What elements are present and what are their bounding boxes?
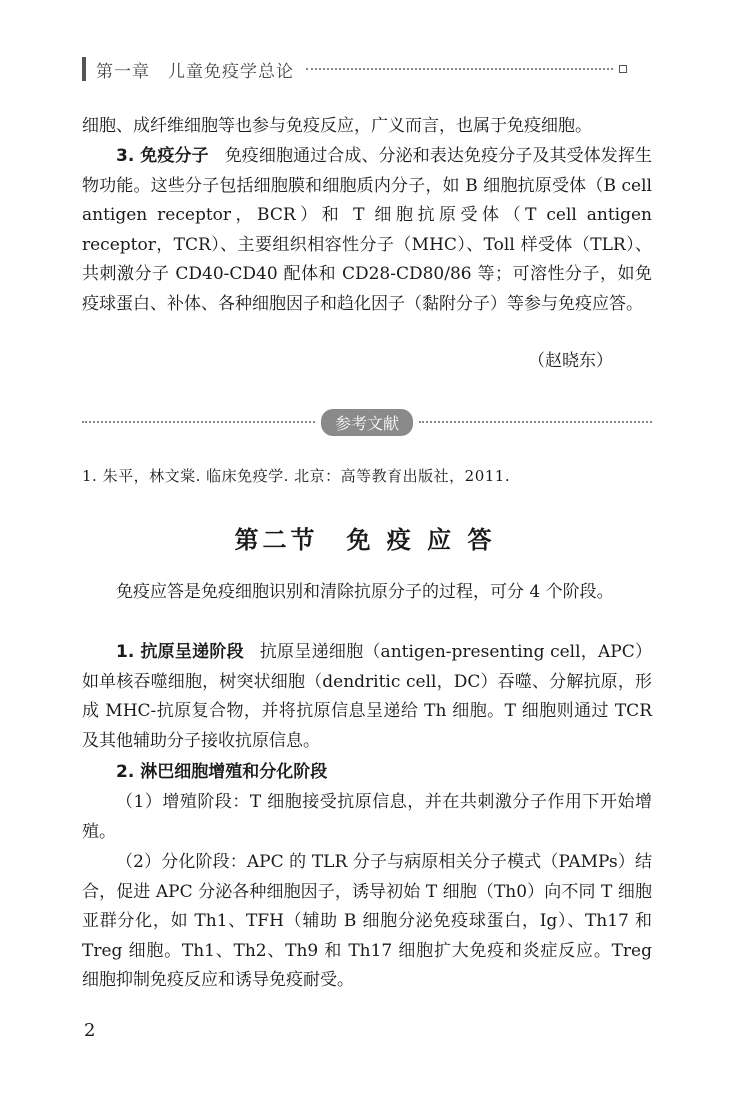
paragraph-stage1 — [82, 638, 652, 756]
stage1-heading: 1. 抗原呈递阶段 — [116, 642, 244, 662]
references-divider — [82, 410, 652, 434]
running-header — [82, 54, 627, 84]
paragraph-stage2-sub2: （2）分化阶段：APC 的 TLR 分子与病原相关分子模式（PAMPs）结合，促进 APC 分泌各种细胞因子，诱导初始 T 细胞（Th0）向不同 T 细胞亚群分化，如 Th1、TFH（辅助 B 细胞分泌免疫球蛋白，Ig）、Th17 和 Treg 细胞。Th1、Th2、Th9 和 Th17 细胞扩大免疫和炎症反应。Treg 细胞抑制免疫反应和诱导免疫耐受。 — [82, 852, 652, 990]
ref-dotted-right — [419, 421, 652, 423]
author-signature: （赵晓东） — [528, 351, 613, 371]
paragraph-continuation: 细胞、成纤维细胞等也参与免疫反应，广义而言，也属于免疫细胞。 — [82, 116, 592, 136]
header-dotted-rule — [306, 68, 613, 70]
stage2-heading: 2. 淋巴细胞增殖和分化阶段 — [116, 762, 328, 782]
paragraph-intro: 免疫应答是免疫细胞识别和清除抗原分子的过程，可分 4 个阶段。 — [116, 582, 614, 602]
header-bar — [82, 57, 86, 81]
item3-heading: 3. 免疫分子 — [116, 146, 209, 166]
paragraph-stage2-sub1: （1）增殖阶段：T 细胞接受抗原信息，并在共刺激分子作用下开始增殖。 — [82, 792, 652, 842]
item3-text: 免疫细胞通过合成、分泌和表达免疫分子及其受体发挥生物功能。这些分子包括细胞膜和细胞质内分子，如 B 细胞抗原受体（B cell antigen receptor，BCR）和 T 细胞抗原受体（T cell antigen receptor，TCR）、主要组织相容性分子（MHC）、Toll 样受体（TLR）、共刺激分子 CD40-CD40 配体和 CD28-CD80/86 等；可溶性分子，如免疫球蛋白、补体、各种细胞因子和趋化因子（黏附分子）等参与免疫应答。 — [82, 146, 652, 314]
page-number: 2 — [84, 1020, 96, 1041]
references-label: 参考文献 — [321, 409, 413, 436]
chapter-title: 第一章 儿童免疫学总论 — [96, 61, 294, 82]
paragraph-immune-molecules — [82, 142, 652, 319]
paragraph-stage2-heading — [82, 758, 652, 788]
section-title: 第二节 免 疫 应 答 — [234, 526, 496, 554]
ref-dotted-left — [82, 421, 315, 423]
header-end-mark — [619, 65, 627, 73]
reference-item: 1. 朱平，林文棠. 临床免疫学. 北京：高等教育出版社，2011. — [82, 467, 511, 485]
stage1-text: 抗原呈递细胞（antigen-presenting cell，APC）如单核吞噬细胞，树突状细胞（dendritic cell，DC）吞噬、分解抗原，形成 MHC-抗原复合物，并将抗原信息呈递给 Th 细胞。T 细胞则通过 TCR 及其他辅助分子接收抗原信息。 — [82, 642, 652, 751]
